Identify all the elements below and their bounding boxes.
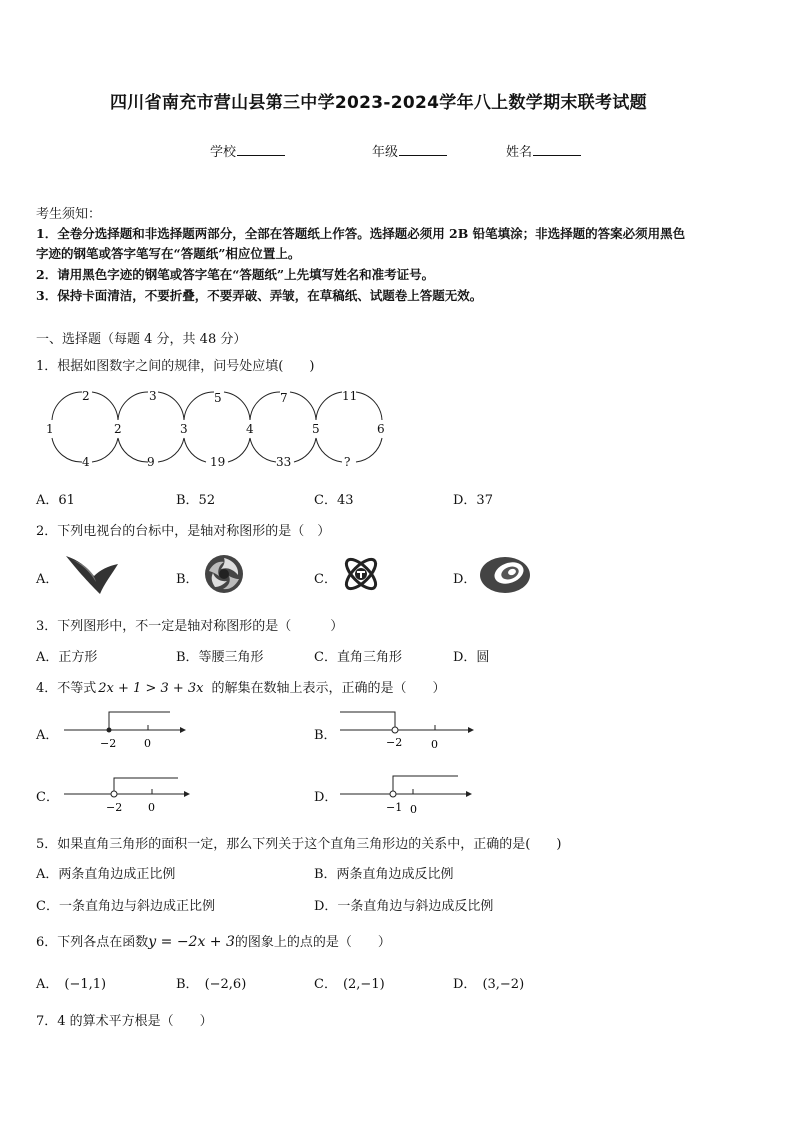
q2-option-d[interactable]: D． <box>453 572 477 587</box>
q5-option-d[interactable]: D．一条直角边与斜边成反比例 <box>314 899 494 914</box>
q4-b-tick-2: 0 <box>431 738 438 751</box>
q1-bottom-4: 33 <box>276 455 292 469</box>
q6-point-a: (−1,1) <box>64 977 107 992</box>
q2-stem: 2．下列电视台的台标中，是轴对称图形的是（ ） <box>36 524 331 539</box>
q1-option-b[interactable]: B．52 <box>176 493 216 508</box>
name-field[interactable] <box>506 141 581 160</box>
section-heading: 一、选择题（每题 4 分，共 48 分） <box>36 332 247 347</box>
q4-a-tick-2: 0 <box>144 737 151 750</box>
q3-option-d[interactable]: D．圆 <box>453 650 490 665</box>
q1-bottom-2: 9 <box>147 455 155 469</box>
q6-point-b: (−2,6) <box>204 977 247 992</box>
q6-stem-prefix: 6．下列各点在函数 <box>36 935 149 950</box>
q1-middle-1: 1 <box>46 422 54 436</box>
q4-option-d[interactable]: D． <box>314 790 338 805</box>
q3-stem: 3．下列图形中，不一定是轴对称图形的是（ ） <box>36 619 344 634</box>
q5-option-c[interactable]: C．一条直角边与斜边成正比例 <box>36 899 215 914</box>
q6-stem <box>36 931 391 950</box>
q1-option-d[interactable]: D．37 <box>453 493 493 508</box>
tv-logo-b-icon <box>203 553 245 595</box>
q4-b-tick-1: −2 <box>386 736 403 749</box>
q4-stem-prefix: 4．不等式 <box>36 681 97 696</box>
q4-d-tick-2: 0 <box>410 803 417 816</box>
q6-point-d: (3,−2) <box>482 977 525 992</box>
q6-point-c: (2,−1) <box>342 977 385 992</box>
q1-middle-4: 4 <box>246 422 254 436</box>
q4-c-tick-2: 0 <box>148 801 155 814</box>
q1-top-4: 7 <box>280 391 288 405</box>
q1-bottom-5: ? <box>344 455 351 469</box>
tv-logo-c-icon <box>340 553 382 595</box>
notice-line-1b: 字迹的钢笔或答字笔写在“答题纸”相应位置上。 <box>36 246 301 261</box>
tv-logo-a-icon <box>64 552 120 596</box>
q5-stem: 5．如果直角三角形的面积一定，那么下列关于这个直角三角形边的关系中，正确的是( ) <box>36 837 562 852</box>
q4-option-b[interactable]: B． <box>314 728 337 743</box>
notice-line-3: 3．保持卡面清洁，不要折叠，不要弄破、弄皱，在草稿纸、试题卷上答题无效。 <box>36 288 483 303</box>
tv-logo-d-icon <box>478 553 532 595</box>
notice-heading: 考生须知： <box>36 207 102 222</box>
q4-number-line-c <box>60 770 190 816</box>
q1-top-3: 5 <box>214 391 222 405</box>
grade-label: 年级 <box>372 145 399 160</box>
q6-function: y = −2x + 3 <box>148 934 235 950</box>
q6-option-d[interactable]: D． (3,−2) <box>453 977 525 992</box>
q4-stem <box>36 677 446 696</box>
name-label: 姓名 <box>506 145 533 160</box>
q1-bottom-1: 4 <box>82 455 90 469</box>
q4-number-line-b <box>336 706 476 752</box>
q2-option-a[interactable]: A． <box>36 572 59 587</box>
q1-top-5: 11 <box>342 389 358 403</box>
page-title: 四川省南充市营山县第三中学2023-2024学年八上数学期末联考试题 <box>110 93 647 113</box>
q4-number-line-a <box>60 708 186 752</box>
q1-middle-5: 5 <box>312 422 320 436</box>
q1-bottom-3: 19 <box>210 455 226 469</box>
q1-middle-2: 2 <box>114 422 122 436</box>
q4-c-tick-1: −2 <box>106 801 123 814</box>
q4-stem-suffix: 的解集在数轴上表示，正确的是（ ） <box>211 681 446 696</box>
q3-option-b[interactable]: B．等腰三角形 <box>176 650 264 665</box>
notice-line-2: 2．请用黑色字迹的钢笔或答字笔在“答题纸”上先填写姓名和准考证号。 <box>36 267 435 282</box>
school-field[interactable] <box>210 141 285 160</box>
q4-number-line-d <box>336 770 476 818</box>
q5-option-b[interactable]: B．两条直角边成反比例 <box>314 867 454 882</box>
q6-option-a[interactable]: A． (−1,1) <box>36 977 107 992</box>
q2-option-c[interactable]: C． <box>314 572 337 587</box>
q2-option-b[interactable]: B． <box>176 572 199 587</box>
q1-option-a[interactable]: A．61 <box>36 493 75 508</box>
q1-number-chain-figure <box>36 384 396 472</box>
notice-line-1: 1．全卷分选择题和非选择题两部分，全部在答题纸上作答。选择题必须用 2B 铅笔填涂；非选择题的答案必须用黑色 <box>36 226 686 241</box>
q5-option-a[interactable]: A．两条直角边成正比例 <box>36 867 176 882</box>
q1-middle-6: 6 <box>377 422 385 436</box>
grade-field[interactable] <box>372 141 447 160</box>
q1-stem: 1．根据如图数字之间的规律，问号处应填( ) <box>36 359 315 374</box>
q7-stem: 7．4 的算术平方根是（ ） <box>36 1014 213 1029</box>
q6-option-b[interactable]: B． (−2,6) <box>176 977 247 992</box>
q3-option-c[interactable]: C．直角三角形 <box>314 650 402 665</box>
q1-top-2: 3 <box>149 389 157 403</box>
q4-option-c[interactable]: C． <box>36 790 59 805</box>
q3-option-a[interactable]: A．正方形 <box>36 650 98 665</box>
q1-middle-3: 3 <box>180 422 188 436</box>
q6-option-c[interactable]: C． (2,−1) <box>314 977 385 992</box>
q4-inequality: 2x + 1 > 3 + 3x <box>98 681 204 696</box>
q6-stem-suffix: 的图象上的点的是（ ） <box>234 935 391 950</box>
q4-d-tick-1: −1 <box>386 801 403 814</box>
q1-top-1: 2 <box>82 389 90 403</box>
school-label: 学校 <box>210 145 237 160</box>
q1-option-c[interactable]: C．43 <box>314 493 354 508</box>
q4-a-tick-1: −2 <box>100 737 117 750</box>
q4-option-a[interactable]: A． <box>36 728 59 743</box>
